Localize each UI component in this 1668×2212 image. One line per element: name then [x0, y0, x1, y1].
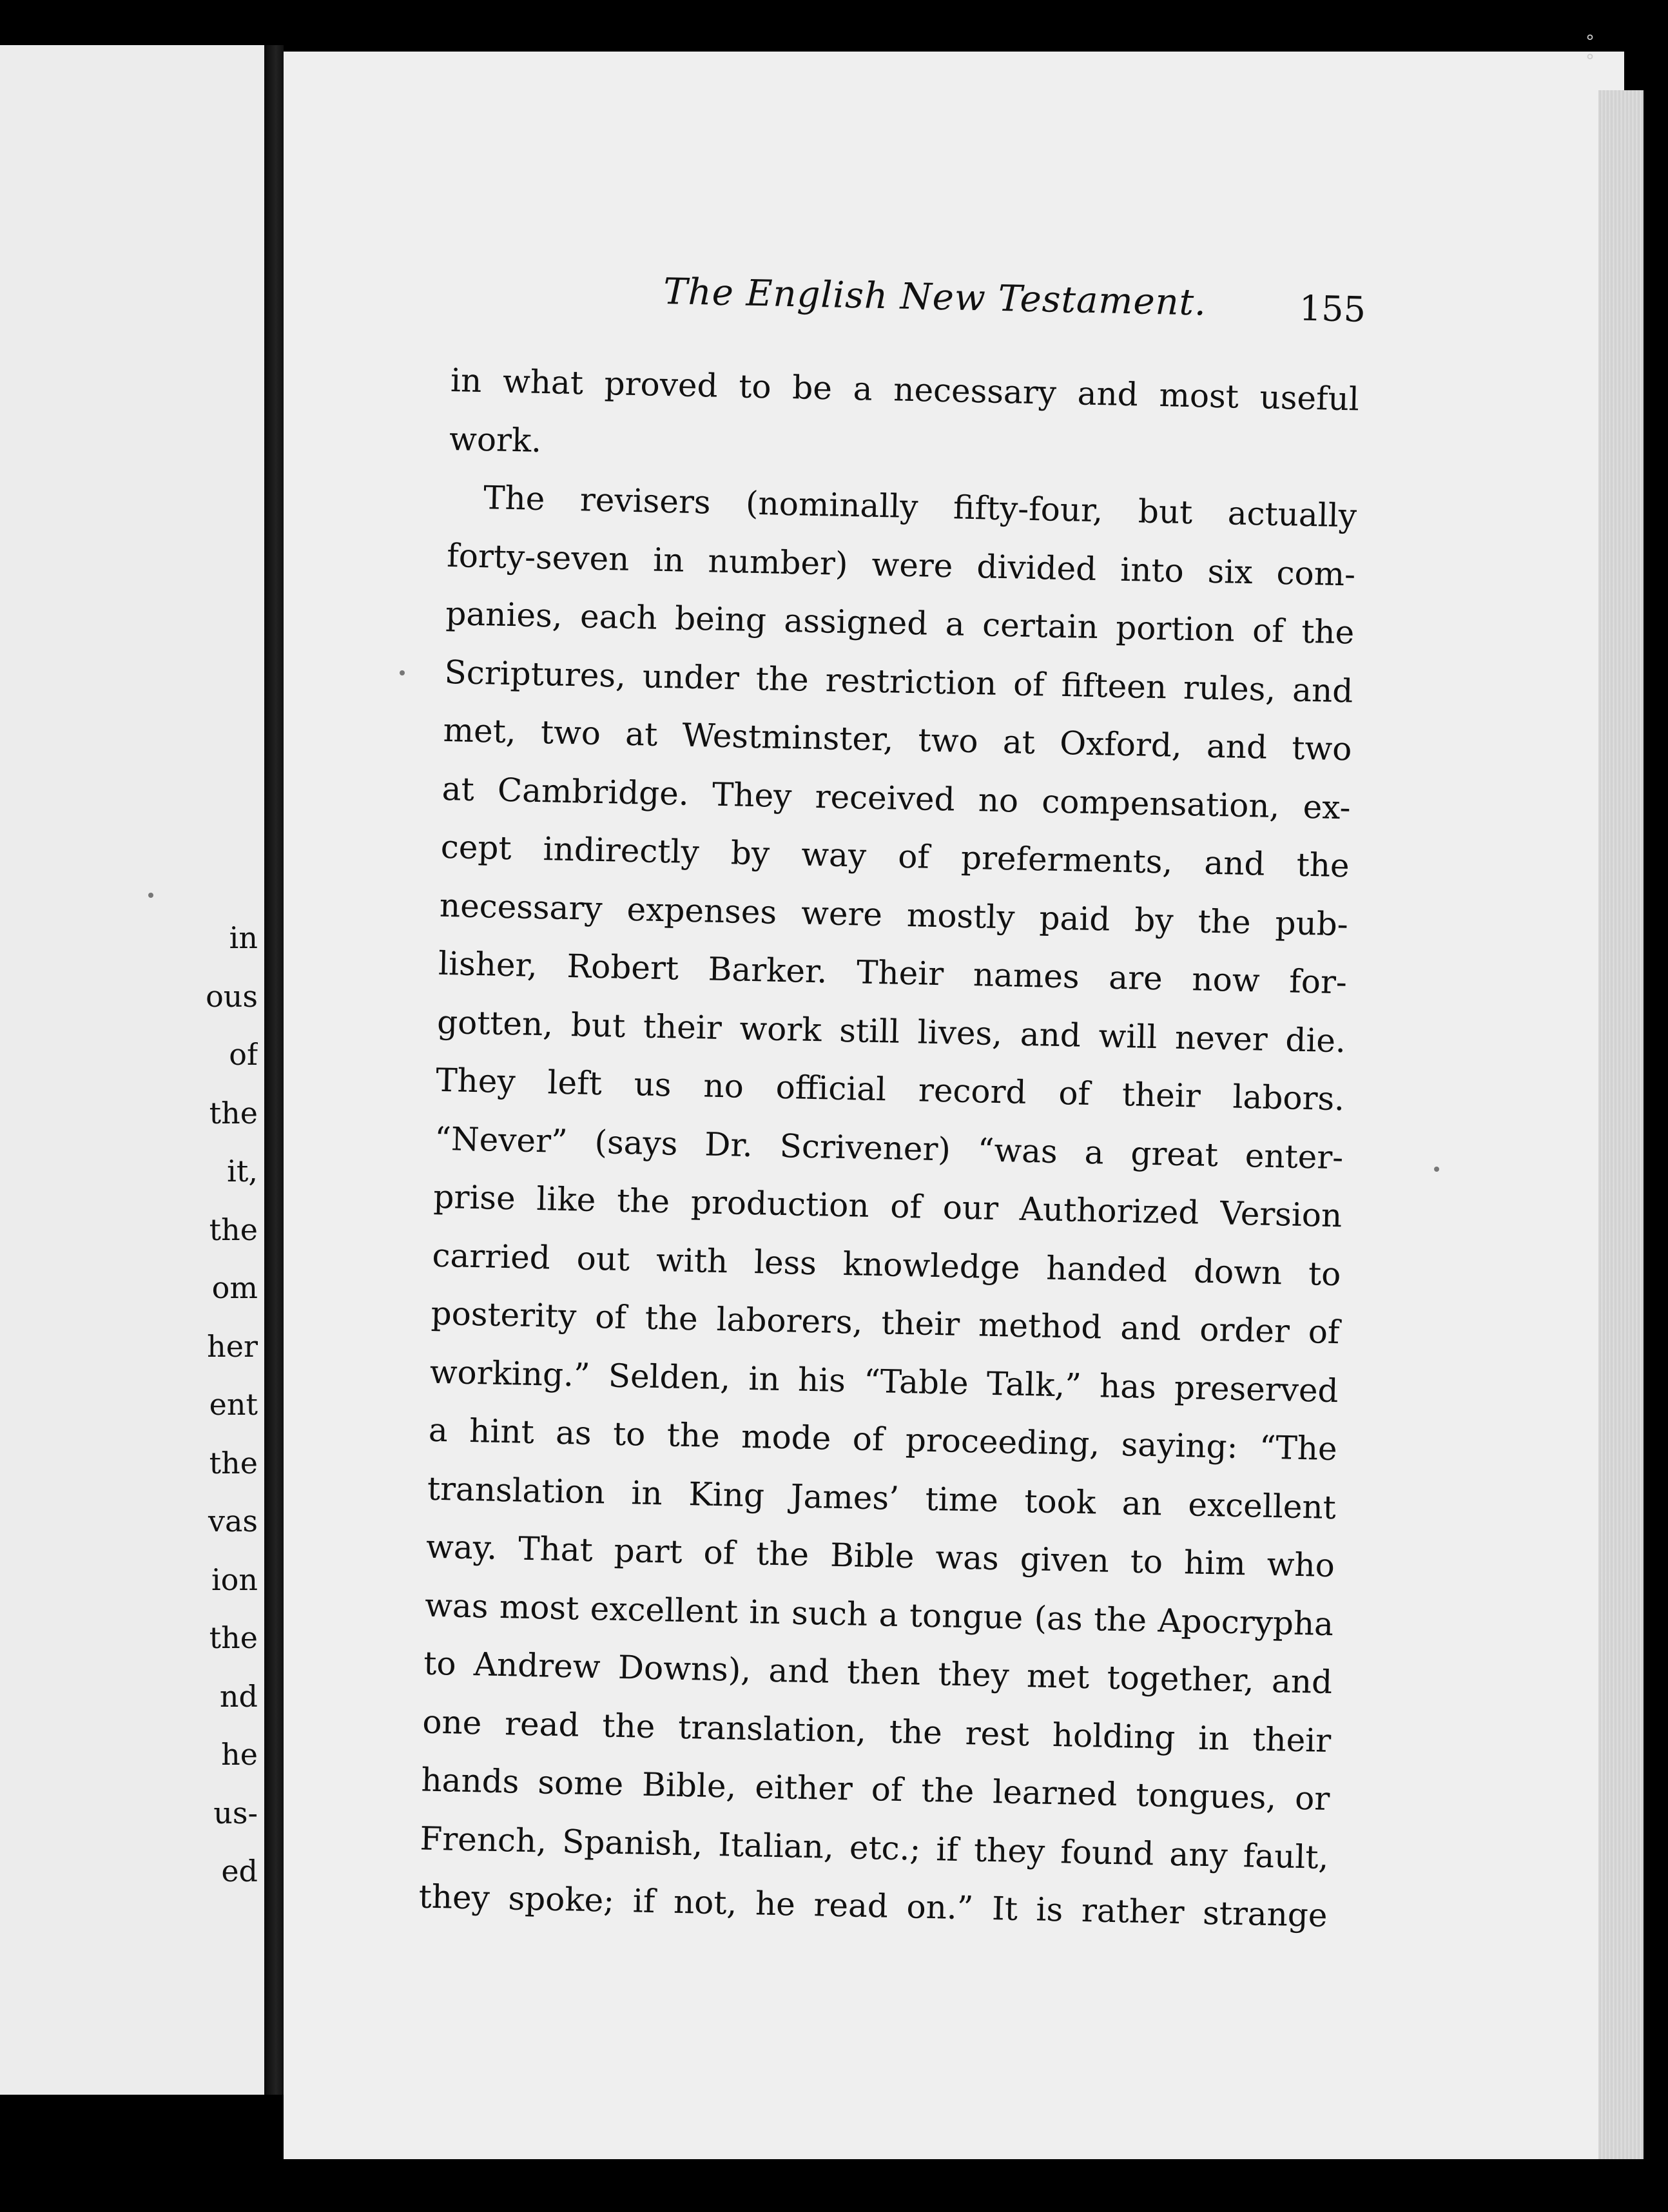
left-fragment: in — [229, 920, 258, 955]
text-line: to Andrew Downs), and then they met together, and — [423, 1644, 1333, 1702]
text-line: work. — [449, 420, 542, 460]
running-title: The English New Testament. — [663, 271, 1207, 324]
body-text — [418, 351, 1360, 1945]
left-page — [0, 45, 264, 2095]
ink-speck — [400, 670, 405, 675]
text-line: lisher, Robert Barker. Their names are now for- — [438, 944, 1348, 1002]
left-fragment: vas — [208, 1504, 258, 1538]
text-line: prise like the production of our Authorized Version — [432, 1178, 1343, 1235]
left-fragment: the — [209, 1095, 258, 1130]
text-line: They left us no official record of their labors. — [435, 1061, 1345, 1118]
text-line: gotten, but their work still lives, and will never die. — [436, 1003, 1346, 1060]
left-fragment: the — [209, 1212, 258, 1247]
text-line: French, Spanish, Italian, etc.; if they found any fault, — [420, 1819, 1329, 1876]
text-line: The revisers (nominally fifty-four, but actually — [483, 479, 1357, 535]
left-fragment: nd — [219, 1678, 258, 1714]
left-fragment: the — [209, 1620, 258, 1655]
text-line: was most excellent in such a tongue (as the Apocrypha — [424, 1586, 1334, 1643]
text-line: posterity of the laborers, their method and order of — [431, 1294, 1341, 1352]
left-fragment: of — [229, 1037, 258, 1072]
text-line: met, two at Westminster, two at Oxford, and two — [443, 711, 1352, 768]
text-line: translation in King James’ time took an excellent — [427, 1470, 1337, 1526]
left-fragment: us- — [213, 1795, 258, 1830]
page-number: 155 — [1299, 287, 1366, 330]
ink-speck — [148, 893, 153, 898]
left-fragment: it, — [227, 1154, 258, 1188]
corner-mark: ° ° — [1586, 31, 1595, 72]
ink-speck — [1434, 1167, 1439, 1172]
text-line: carried out with less knowledge handed down to — [432, 1236, 1341, 1293]
left-fragment: the — [209, 1445, 258, 1480]
left-fragment: ent — [209, 1387, 258, 1422]
left-fragment: ion — [211, 1562, 258, 1597]
text-line: they spoke; if not, he read on.” It is rather strange — [418, 1877, 1328, 1934]
text-line: Scriptures, under the restriction of fifteen rules, and — [443, 653, 1353, 710]
text-line: at Cambridge. They received no compensation, ex- — [441, 770, 1352, 826]
left-fragment: om — [211, 1270, 258, 1305]
text-line: way. That part of the Bible was given to him who — [425, 1528, 1335, 1585]
text-line: “Never” (says Dr. Scrivener) “was a great enter- — [434, 1120, 1344, 1176]
text-line: working.” Selden, in his “Table Talk,” has preserved — [429, 1353, 1339, 1410]
left-fragment: ed — [221, 1854, 258, 1888]
text-line: a hint as to the mode of proceeding, saying: “The — [428, 1411, 1338, 1468]
left-fragment: he — [221, 1737, 258, 1772]
page-edges — [1598, 90, 1644, 2159]
text-line: necessary expenses were mostly paid by the pub- — [439, 886, 1349, 943]
text-line: cept indirectly by way of preferments, and the — [440, 828, 1350, 885]
left-fragment: her — [207, 1328, 258, 1364]
text-line: one read the translation, the rest holding in their — [422, 1703, 1332, 1760]
book-gutter — [264, 45, 284, 2095]
text-line: in what proved to be a necessary and most useful — [450, 361, 1360, 418]
text-line: forty-seven in number) were divided into six com- — [446, 536, 1356, 593]
text-line: hands some Bible, either of the learned tongues, or — [420, 1761, 1330, 1818]
left-page-fragments — [129, 909, 258, 1901]
text-line: panies, each being assigned a certain portion of the — [445, 594, 1355, 652]
left-fragment: ous — [206, 978, 258, 1014]
